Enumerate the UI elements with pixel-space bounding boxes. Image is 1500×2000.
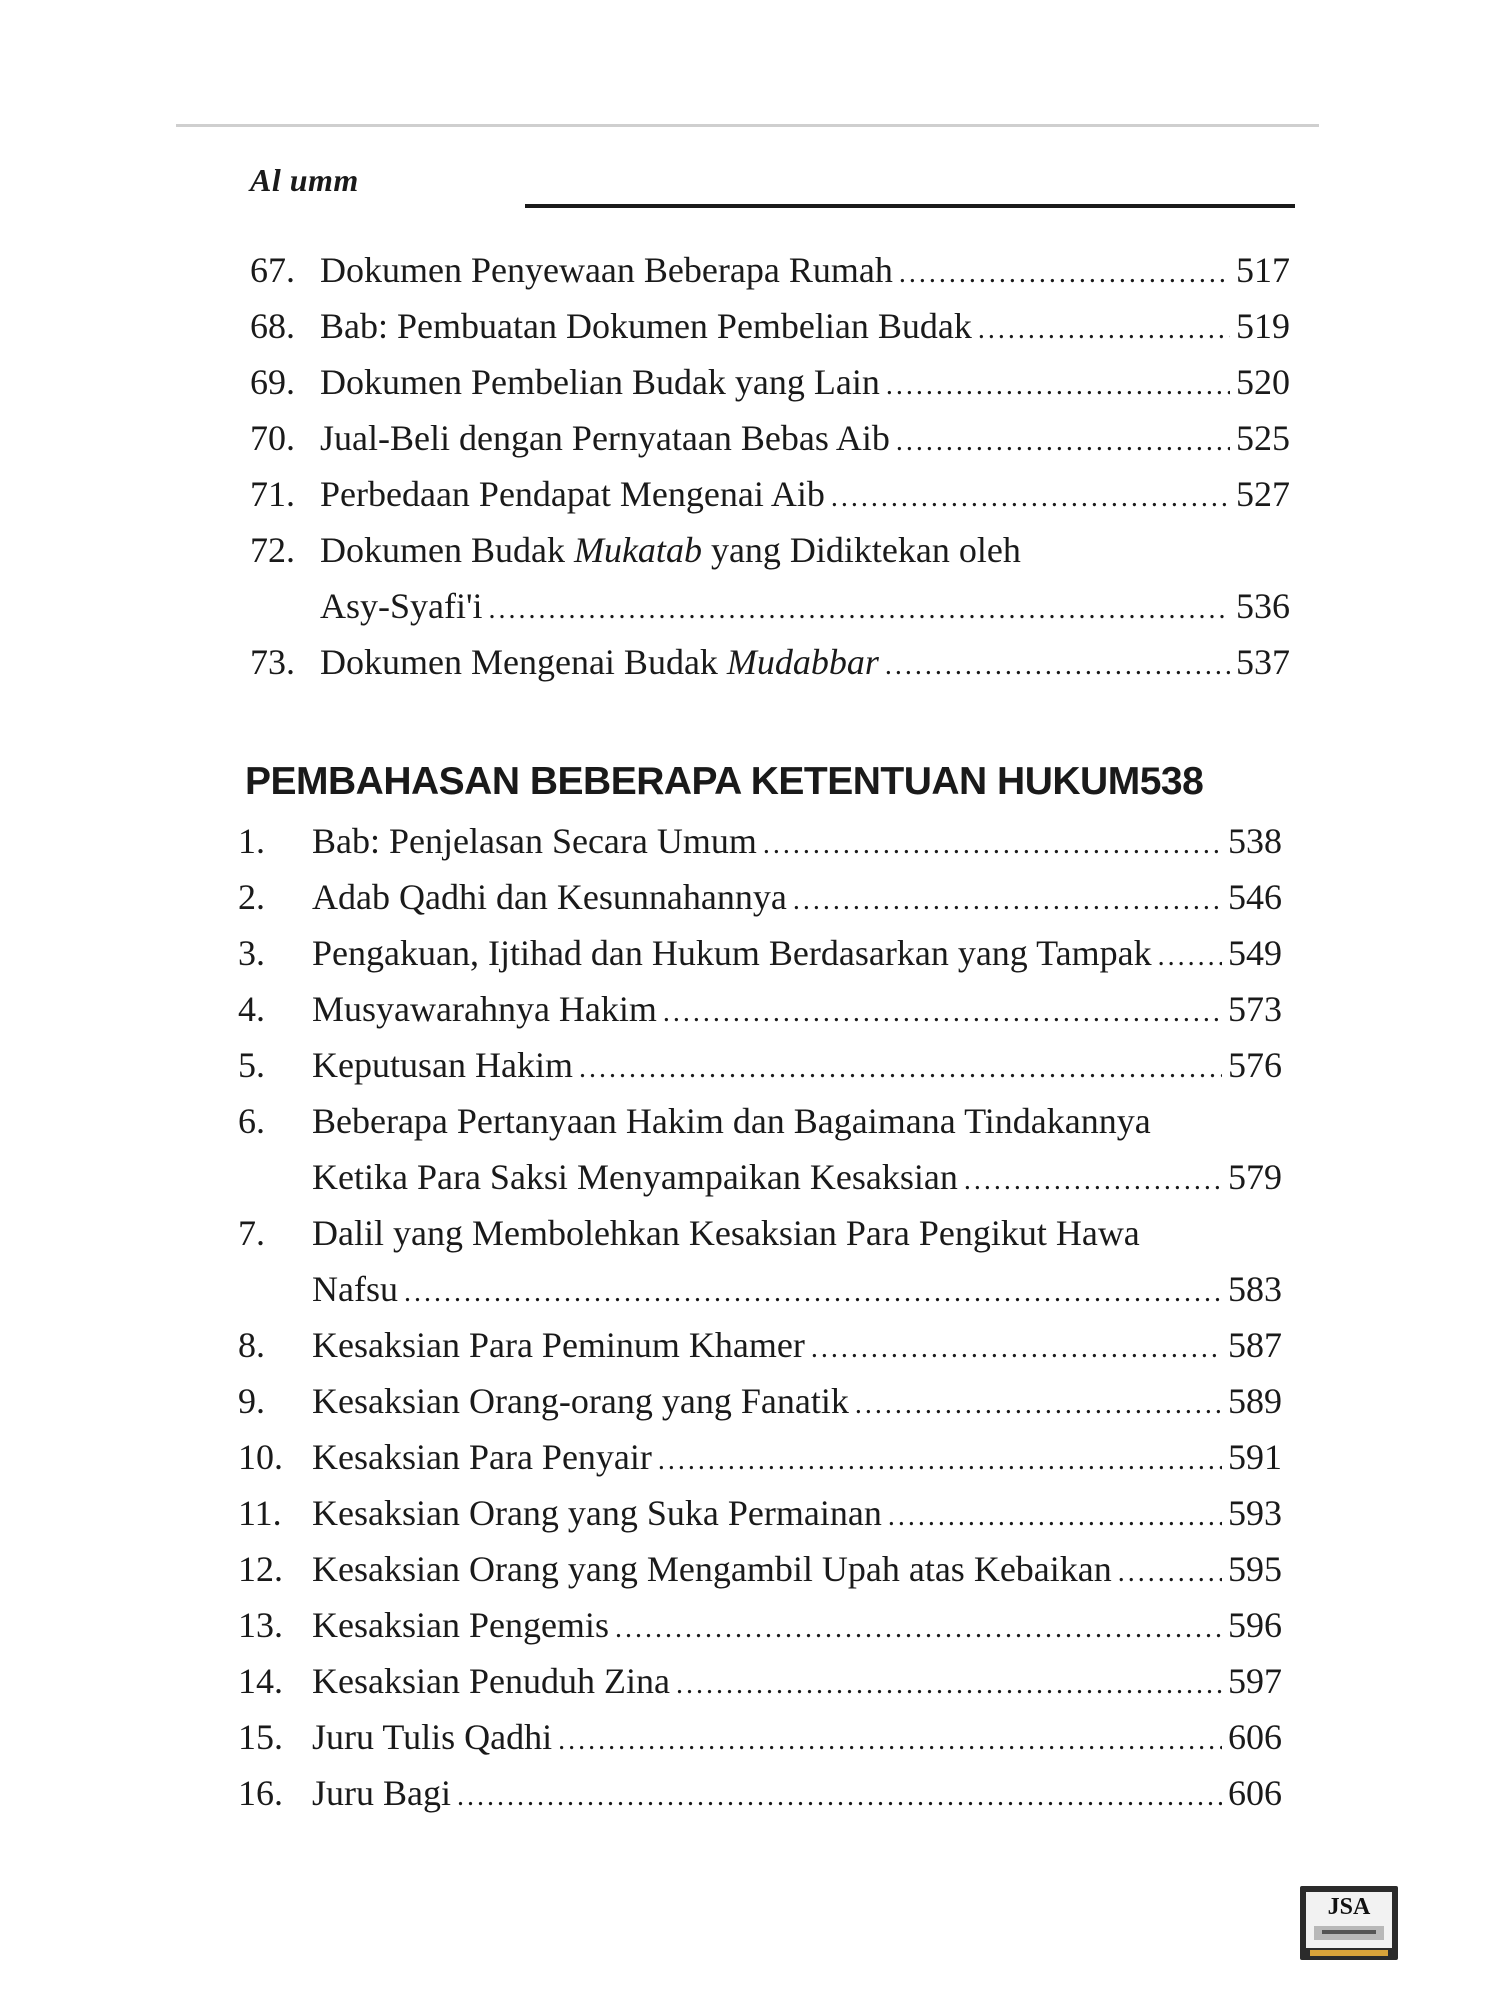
toc-entry-title: Kesaksian Para Peminum Khamer — [312, 1325, 805, 1365]
toc-entry-title: Asy-Syafi'i — [320, 586, 483, 626]
toc-entry-title: Dalil yang Membolehkan Kesaksian Para Pengikut Hawa — [312, 1213, 1140, 1253]
section-title: PEMBAHASAN BEBERAPA KETENTUAN HUKUM — [245, 760, 1140, 803]
dot-leader — [763, 817, 1222, 873]
dot-leader — [964, 1153, 1222, 1209]
toc-entry-line — [0, 1653, 1500, 1709]
toc-entry-page: 606 — [1228, 1773, 1282, 1813]
toc-entry-page: 583 — [1228, 1269, 1282, 1309]
toc-entry-number: 8. — [238, 1325, 265, 1365]
dot-leader — [658, 1433, 1222, 1489]
toc-entry-page: 579 — [1228, 1157, 1282, 1197]
toc-entry-title: Nafsu — [312, 1269, 398, 1309]
section-heading — [245, 760, 1203, 804]
toc-entry-number: 16. — [238, 1773, 283, 1813]
toc-entry-line — [0, 242, 1500, 298]
toc-entry-page: 587 — [1228, 1325, 1282, 1365]
toc-entry-line — [0, 1261, 1500, 1317]
dot-leader — [978, 302, 1230, 358]
toc-entry-page: 546 — [1228, 877, 1282, 917]
toc-entry-line — [0, 1149, 1500, 1205]
toc-entry-page: 536 — [1236, 586, 1290, 626]
toc-entry-title: Dokumen Penyewaan Beberapa Rumah — [320, 250, 893, 290]
toc-entry-title: Musyawarahnya Hakim — [312, 989, 657, 1029]
toc-entry-page: 591 — [1228, 1437, 1282, 1477]
toc-entry-line — [0, 298, 1500, 354]
toc-entry-line — [0, 410, 1500, 466]
logo-text: JSA — [1327, 1894, 1371, 1920]
toc-entry-title: Kesaksian Pengemis — [312, 1605, 609, 1645]
toc-entry-line — [0, 578, 1500, 634]
toc-entry-page: 549 — [1228, 933, 1282, 973]
toc-entry-page: 606 — [1228, 1717, 1282, 1757]
toc-entry-line — [0, 466, 1500, 522]
toc-entry-page: 596 — [1228, 1605, 1282, 1645]
toc-entry-number: 11. — [238, 1493, 282, 1533]
toc-entry-page: 527 — [1236, 474, 1290, 514]
dot-leader — [1118, 1545, 1222, 1601]
toc-entry-number: 71. — [250, 474, 295, 514]
toc-entry-number: 6. — [238, 1101, 265, 1141]
toc-entry-title: Bab: Pembuatan Dokumen Pembelian Budak — [320, 306, 972, 346]
book-title: Al umm — [250, 162, 359, 198]
toc-entry-number: 7. — [238, 1213, 265, 1253]
dot-leader — [793, 873, 1222, 929]
toc-entry-number: 68. — [250, 306, 295, 346]
dot-leader — [888, 1489, 1222, 1545]
toc-entry-number: 73. — [250, 642, 295, 682]
toc-entry-line — [0, 522, 1500, 578]
toc-entry-line — [0, 981, 1500, 1037]
toc-entry-title: Juru Bagi — [312, 1773, 451, 1813]
toc-entry-page: 576 — [1228, 1045, 1282, 1085]
dot-leader — [1158, 929, 1222, 985]
section-page: 538 — [1139, 760, 1204, 803]
toc-entry-line — [0, 354, 1500, 410]
dot-leader — [676, 1657, 1222, 1713]
dot-leader — [558, 1713, 1222, 1769]
toc-entry-line — [0, 1597, 1500, 1653]
toc-entry-page: 537 — [1236, 642, 1290, 682]
toc-entry-line — [0, 1093, 1500, 1149]
toc-entry-line — [0, 1317, 1500, 1373]
dot-leader — [896, 414, 1230, 470]
toc-entry-title: Dokumen Mengenai Budak Mudabbar — [320, 642, 879, 682]
toc-entry-line — [0, 1709, 1500, 1765]
toc-entry-line — [0, 1765, 1500, 1821]
dot-leader — [899, 246, 1230, 302]
toc-entry-title: Keputusan Hakim — [312, 1045, 573, 1085]
toc-entry-number: 13. — [238, 1605, 283, 1645]
running-header — [250, 162, 1295, 212]
toc-entry-number: 5. — [238, 1045, 265, 1085]
toc-entry-page: 595 — [1228, 1549, 1282, 1589]
toc-entry-title: Beberapa Pertanyaan Hakim dan Bagaimana Tindakannya — [312, 1101, 1151, 1141]
toc-entry-title: Dokumen Budak Mukatab yang Didiktekan oleh — [320, 530, 1021, 570]
toc-entry-line — [0, 869, 1500, 925]
toc-entry-line — [0, 813, 1500, 869]
dot-leader — [663, 985, 1222, 1041]
dot-leader — [885, 638, 1230, 694]
toc-entry-title: Adab Qadhi dan Kesunnahannya — [312, 877, 787, 917]
dot-leader — [457, 1769, 1222, 1825]
toc-entry-page: 593 — [1228, 1493, 1282, 1533]
toc-entry-number: 67. — [250, 250, 295, 290]
toc-entry-page: 589 — [1228, 1381, 1282, 1421]
toc-entry-title: Jual-Beli dengan Pernyataan Bebas Aib — [320, 418, 890, 458]
dot-leader — [886, 358, 1230, 414]
toc-entry-number: 3. — [238, 933, 265, 973]
toc-entry-title: Perbedaan Pendapat Mengenai Aib — [320, 474, 825, 514]
toc-entry-title: Kesaksian Penuduh Zina — [312, 1661, 670, 1701]
dot-leader — [404, 1265, 1222, 1321]
dot-leader — [579, 1041, 1222, 1097]
toc-entry-line — [0, 1037, 1500, 1093]
toc-entry-title: Kesaksian Orang-orang yang Fanatik — [312, 1381, 849, 1421]
toc-entry-number: 12. — [238, 1549, 283, 1589]
toc-entry-number: 2. — [238, 877, 265, 917]
toc-entry-number: 70. — [250, 418, 295, 458]
toc-entry-page: 538 — [1228, 821, 1282, 861]
toc-entry-page: 573 — [1228, 989, 1282, 1029]
toc-entry-number: 1. — [238, 821, 265, 861]
toc-entry-title: Kesaksian Para Penyair — [312, 1437, 652, 1477]
toc-entry-line — [0, 1541, 1500, 1597]
dot-leader — [488, 582, 1230, 638]
header-rule — [525, 204, 1295, 208]
toc-entry-line — [0, 634, 1500, 690]
toc-entry-page: 520 — [1236, 362, 1290, 402]
toc-entry-page: 525 — [1236, 418, 1290, 458]
toc-entry-line — [0, 1373, 1500, 1429]
toc-entry-number: 10. — [238, 1437, 283, 1477]
toc-entry-line — [0, 1429, 1500, 1485]
dot-leader — [811, 1321, 1222, 1377]
toc-entry-number: 72. — [250, 530, 295, 570]
toc-entry-title: Juru Tulis Qadhi — [312, 1717, 553, 1757]
toc-entry-number: 15. — [238, 1717, 283, 1757]
dot-leader — [831, 470, 1230, 526]
toc-entry-line — [0, 1205, 1500, 1261]
toc-entry-page: 517 — [1236, 250, 1290, 290]
toc-entry-title: Kesaksian Orang yang Mengambil Upah atas Kebaikan — [312, 1549, 1112, 1589]
toc-entry-number: 9. — [238, 1381, 265, 1421]
dot-leader — [855, 1377, 1222, 1433]
toc-entry-line — [0, 1485, 1500, 1541]
dot-leader — [615, 1601, 1222, 1657]
toc-entry-title: Dokumen Pembelian Budak yang Lain — [320, 362, 880, 402]
toc-entry-title: Kesaksian Orang yang Suka Permainan — [312, 1493, 882, 1533]
jsa-logo — [1300, 1886, 1398, 1960]
toc-entry-title: Bab: Penjelasan Secara Umum — [312, 821, 757, 861]
toc-entry-number: 14. — [238, 1661, 283, 1701]
top-rule — [176, 124, 1319, 127]
toc-entry-number: 69. — [250, 362, 295, 402]
toc-entry-title: Ketika Para Saksi Menyampaikan Kesaksian — [312, 1157, 958, 1197]
toc-entry-page: 597 — [1228, 1661, 1282, 1701]
toc-entry-title: Pengakuan, Ijtihad dan Hukum Berdasarkan yang Tampak — [312, 933, 1152, 973]
toc-entry-line — [0, 925, 1500, 981]
toc-entry-page: 519 — [1236, 306, 1290, 346]
toc-entry-number: 4. — [238, 989, 265, 1029]
